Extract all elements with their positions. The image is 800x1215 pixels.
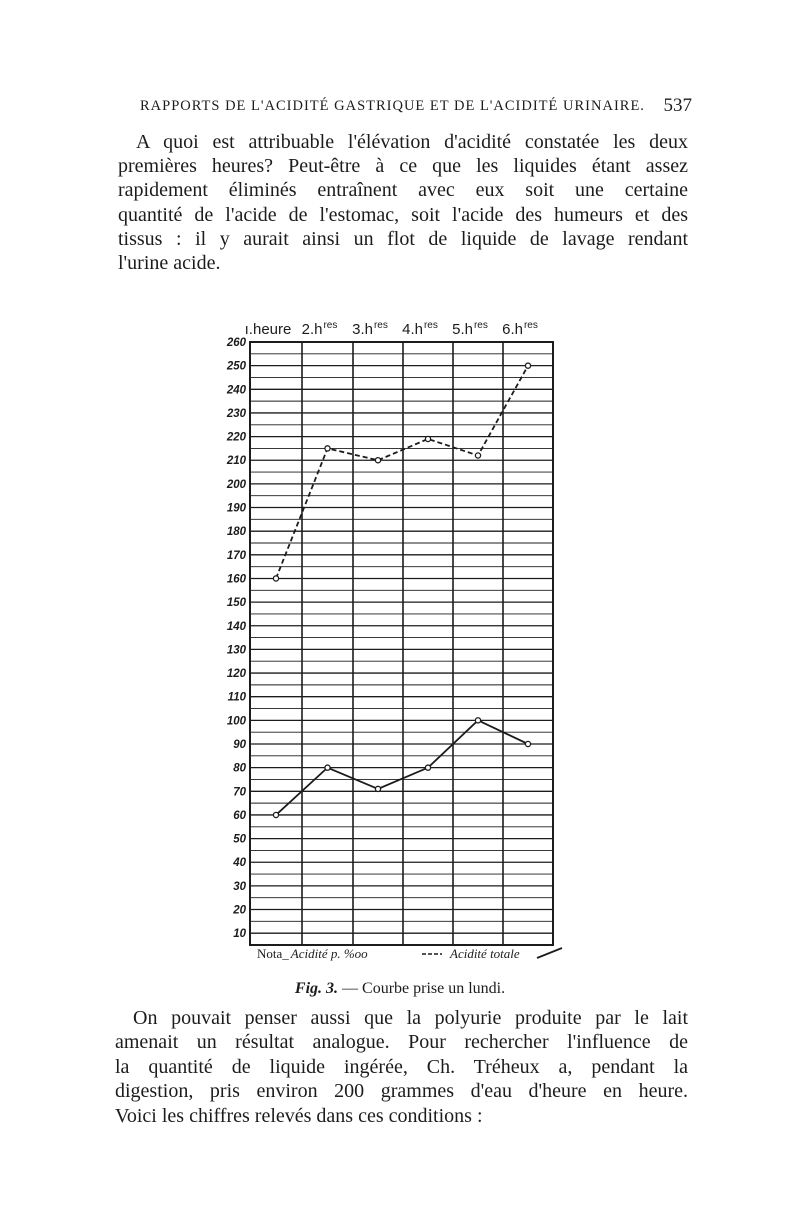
data-point	[273, 576, 278, 581]
y-tick-label: 130	[226, 644, 246, 657]
hour-label: $6.h^{res}$	[502, 320, 538, 338]
y-tick-label: 10	[233, 928, 246, 941]
y-tick-label: 80	[233, 762, 246, 775]
page-number: 537	[663, 95, 692, 116]
plot-frame	[250, 342, 553, 945]
y-tick-label: 90	[233, 739, 246, 751]
hour-label: $5.h^{res}$	[452, 320, 488, 338]
data-point	[525, 363, 530, 368]
paragraph-2	[115, 1006, 688, 1128]
y-tick-label: 180	[226, 526, 246, 539]
y-tick-label: 20	[233, 904, 246, 917]
text-line: amenait un résultat analogue. Pour rechercher l'influence de	[115, 1031, 688, 1054]
figure-caption-text: — Courbe prise un lundi.	[338, 980, 506, 997]
text-line: A quoi est attribuable l'élévation d'acidité constatée les deux	[136, 131, 688, 153]
figure-caption-label: Fig. 3.	[294, 980, 339, 997]
hour-label: $2.h^{res}$	[301, 320, 338, 338]
y-tick-label: 110	[227, 691, 246, 704]
y-tick-label: 190	[226, 502, 246, 515]
y-tick-label: 170	[226, 549, 246, 562]
running-title: RAPPORTS DE L'ACIDITÉ GASTRIQUE ET DE L'ACIDITÉ URINAIRE.	[140, 98, 645, 114]
y-tick-label: 120	[226, 668, 246, 681]
chart-legend: Nota_ Acidité p. %oo	[257, 946, 368, 961]
text-line: On pouvait penser aussi que la polyurie produite par le lait	[133, 1007, 688, 1029]
chart-legend-series2: Acidité totale	[450, 946, 520, 961]
hour-label: ı.heure	[244, 321, 292, 338]
y-tick-label: 150	[226, 597, 246, 610]
y-tick-label: 200	[226, 478, 246, 491]
y-tick-label: 70	[233, 786, 246, 799]
text-line: rapidement éliminés entraînent avec eux soit une certaine	[118, 179, 688, 202]
y-tick-label: 140	[226, 620, 246, 633]
y-tick-label: 220	[226, 431, 246, 444]
data-point	[425, 765, 430, 770]
y-tick-label: 210	[226, 455, 246, 468]
hour-label: $4.h^{res}$	[402, 320, 438, 338]
y-tick-label: 260	[226, 337, 246, 349]
text-line: premières heures? Peut-être à ce que les liquides étant assez	[118, 155, 688, 178]
y-tick-label: 230	[226, 407, 246, 420]
y-tick-label: 240	[226, 384, 246, 397]
data-point	[325, 765, 330, 770]
figure-caption	[0, 980, 800, 998]
legend-solid-swatch	[537, 948, 562, 958]
y-tick-label: 50	[233, 833, 246, 846]
text-line: Voici les chiffres relevés dans ces conditions :	[115, 1104, 483, 1127]
y-tick-label: 60	[233, 809, 246, 822]
data-point	[475, 453, 480, 458]
data-point	[325, 446, 330, 451]
data-point	[375, 786, 380, 791]
data-point	[525, 741, 530, 746]
data-point	[273, 812, 278, 817]
text-line: la quantité de liquide ingérée, Ch. Tréheux a, pendant la	[115, 1055, 688, 1078]
text-line: l'urine acide.	[118, 252, 221, 275]
text-line: digestion, pris environ 200 grammes d'eau d'heure en heure.	[115, 1080, 688, 1103]
y-tick-label: 30	[233, 880, 246, 893]
y-tick-label: 40	[233, 857, 246, 870]
text-line: tissus : il y aurait ainsi un flot de liquide de lavage rendant	[118, 227, 688, 250]
y-tick-label: 250	[226, 360, 246, 373]
data-point	[375, 458, 380, 463]
hour-label: $3.h^{res}$	[352, 320, 388, 338]
data-point	[475, 718, 480, 723]
text-line: quantité de l'acide de l'estomac, soit l'acide des humeurs et des	[118, 203, 688, 226]
y-tick-label: 160	[226, 573, 246, 586]
y-tick-label: 100	[226, 715, 246, 728]
data-point	[425, 436, 430, 441]
